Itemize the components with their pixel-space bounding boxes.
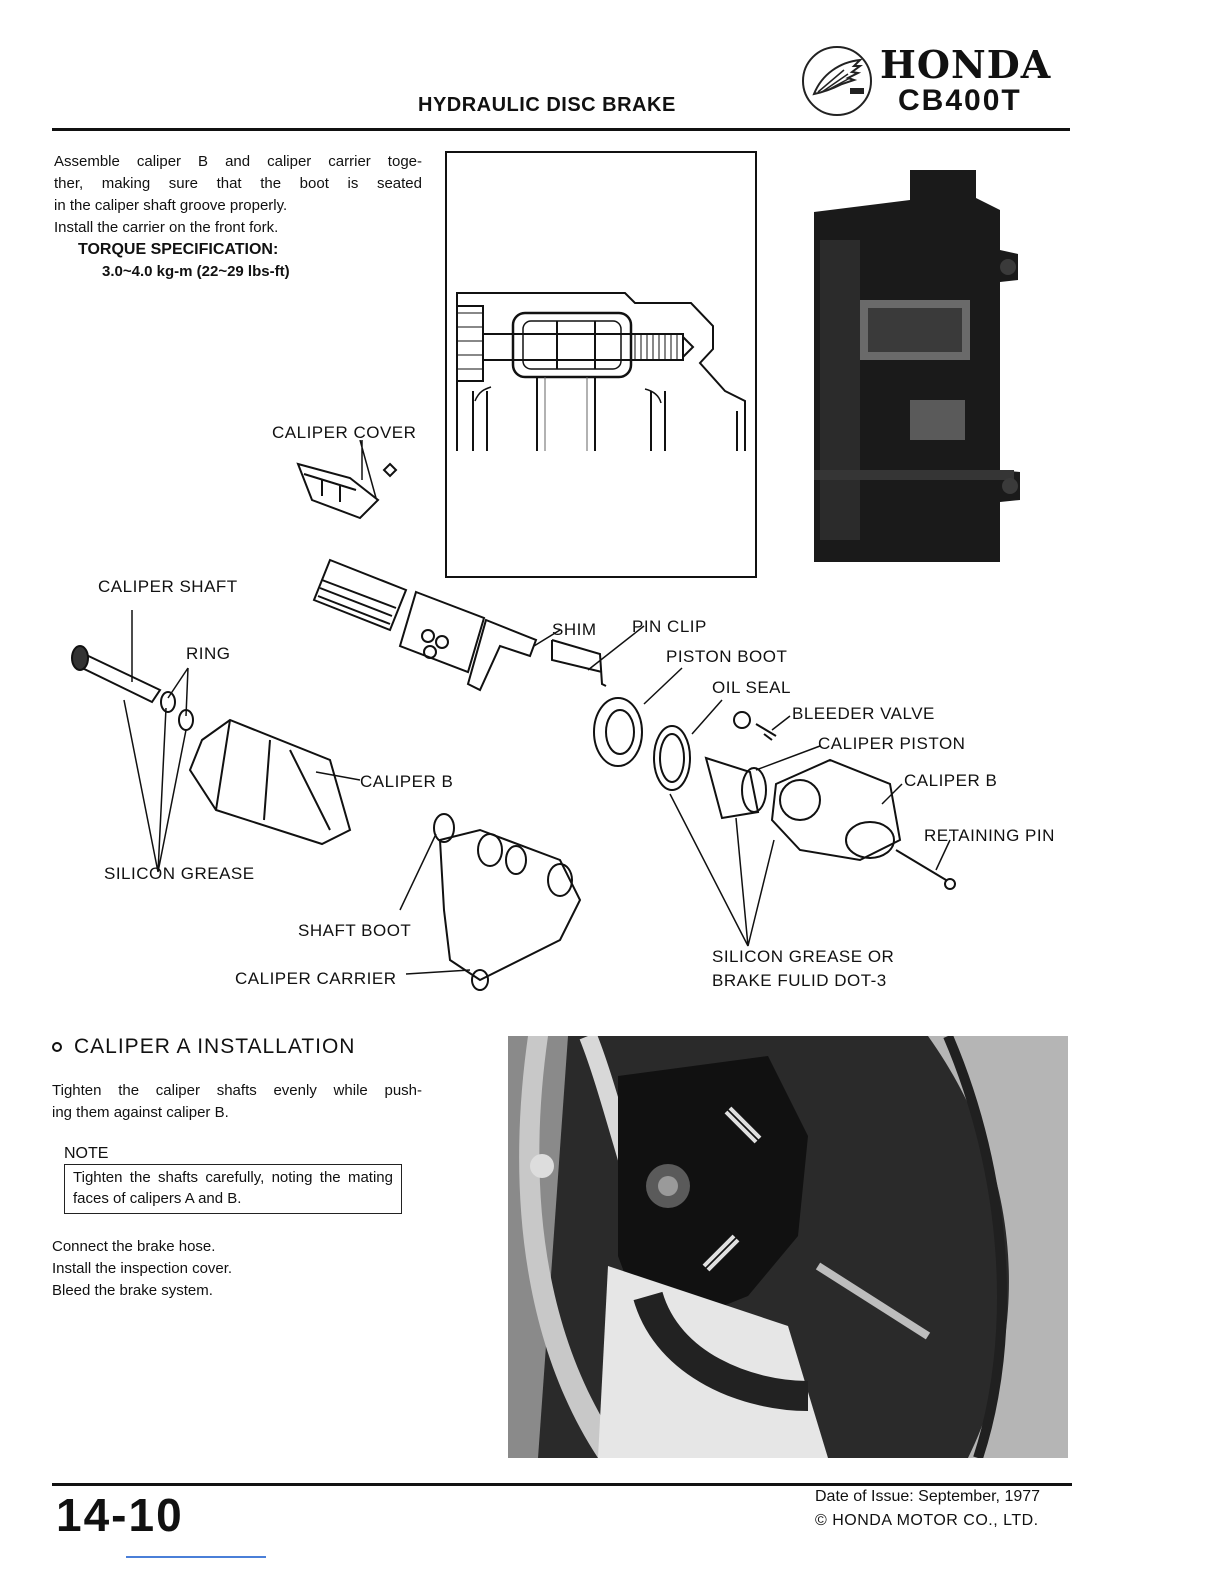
wheel-caliper-photo-image xyxy=(508,1036,1068,1458)
note-label: NOTE xyxy=(64,1145,109,1162)
label-ring: RING xyxy=(186,644,231,663)
torque-spec-value: 3.0~4.0 kg-m (22~29 lbs-ft) xyxy=(102,263,290,280)
note-box: Tighten the shafts carefully, noting the mating faces of calipers A and B. xyxy=(64,1164,402,1214)
label-shaft-boot: SHAFT BOOT xyxy=(298,921,412,940)
section-body xyxy=(52,1080,422,1124)
blue-underline-artifact xyxy=(126,1556,266,1558)
intro-line: in the caliper shaft groove properly. xyxy=(54,197,288,214)
label-grease-or-fluid-line2: BRAKE FULID DOT-3 xyxy=(712,971,887,990)
brand-name: HONDA xyxy=(880,42,1052,87)
caliper-cover-part xyxy=(298,464,378,518)
label-silicon-grease: SILICON GREASE xyxy=(104,864,255,883)
label-grease-or-fluid-line1: SILICON GREASE OR xyxy=(712,947,895,966)
footer-rule xyxy=(52,1483,1072,1486)
label-caliper-b-left: CALIPER B xyxy=(360,772,454,791)
label-pin-clip: PIN CLIP xyxy=(632,617,707,636)
section-heading-text: CALIPER A INSTALLATION xyxy=(74,1035,356,1058)
copyright-notice: © HONDA MOTOR CO., LTD. xyxy=(815,1512,1039,1529)
label-caliper-b-right: CALIPER B xyxy=(904,771,998,790)
step-item: Connect the brake hose. xyxy=(52,1238,216,1255)
issue-date: Date of Issue: September, 1977 xyxy=(815,1488,1041,1505)
section-steps xyxy=(52,1236,232,1302)
step-item: Install the inspection cover. xyxy=(52,1260,233,1277)
page-section-title: HYDRAULIC DISC BRAKE xyxy=(418,94,676,116)
section-heading xyxy=(52,1035,355,1059)
section-line: ing them against caliper B. xyxy=(52,1104,229,1121)
header-rule xyxy=(52,128,1070,131)
intro-line: ther, making sure that the boot is seated xyxy=(54,175,422,192)
caliper-b-right-part xyxy=(772,760,900,860)
honda-wing-logo-icon xyxy=(800,44,874,118)
intro-text xyxy=(54,151,422,283)
wheel-caliper-photo xyxy=(508,1036,1068,1458)
label-piston-boot: PISTON BOOT xyxy=(666,647,788,666)
page-number: 14-10 xyxy=(56,1489,184,1541)
caliper-carrier-part xyxy=(440,830,580,980)
shim-part xyxy=(468,620,536,690)
label-caliper-piston: CALIPER PISTON xyxy=(818,734,966,753)
caliper-b-left-part xyxy=(190,720,350,844)
step-item: Bleed the brake system. xyxy=(52,1282,213,1299)
bullet-circle-icon xyxy=(52,1042,62,1052)
label-oil-seal: OIL SEAL xyxy=(712,678,791,697)
caliper-piston-part xyxy=(706,758,758,818)
section-line: Tighten the caliper shafts evenly while push- xyxy=(52,1082,422,1099)
label-caliper-carrier: CALIPER CARRIER xyxy=(235,969,397,988)
intro-line: Install the carrier on the front fork. xyxy=(54,219,279,236)
intro-line: Assemble caliper B and caliper carrier toge- xyxy=(54,153,422,170)
label-shim: SHIM xyxy=(552,620,597,639)
label-retaining-pin: RETAINING PIN xyxy=(924,826,1055,845)
bleeder-valve-part xyxy=(734,712,750,728)
label-caliper-shaft: CALIPER SHAFT xyxy=(98,577,238,596)
model-name: CB400T xyxy=(898,84,1022,117)
torque-spec-label: TORQUE SPECIFICATION: xyxy=(78,241,279,258)
label-bleeder-valve: BLEEDER VALVE xyxy=(792,704,935,723)
brake-pad-2 xyxy=(400,592,484,672)
label-caliper-cover: CALIPER COVER xyxy=(272,423,417,442)
